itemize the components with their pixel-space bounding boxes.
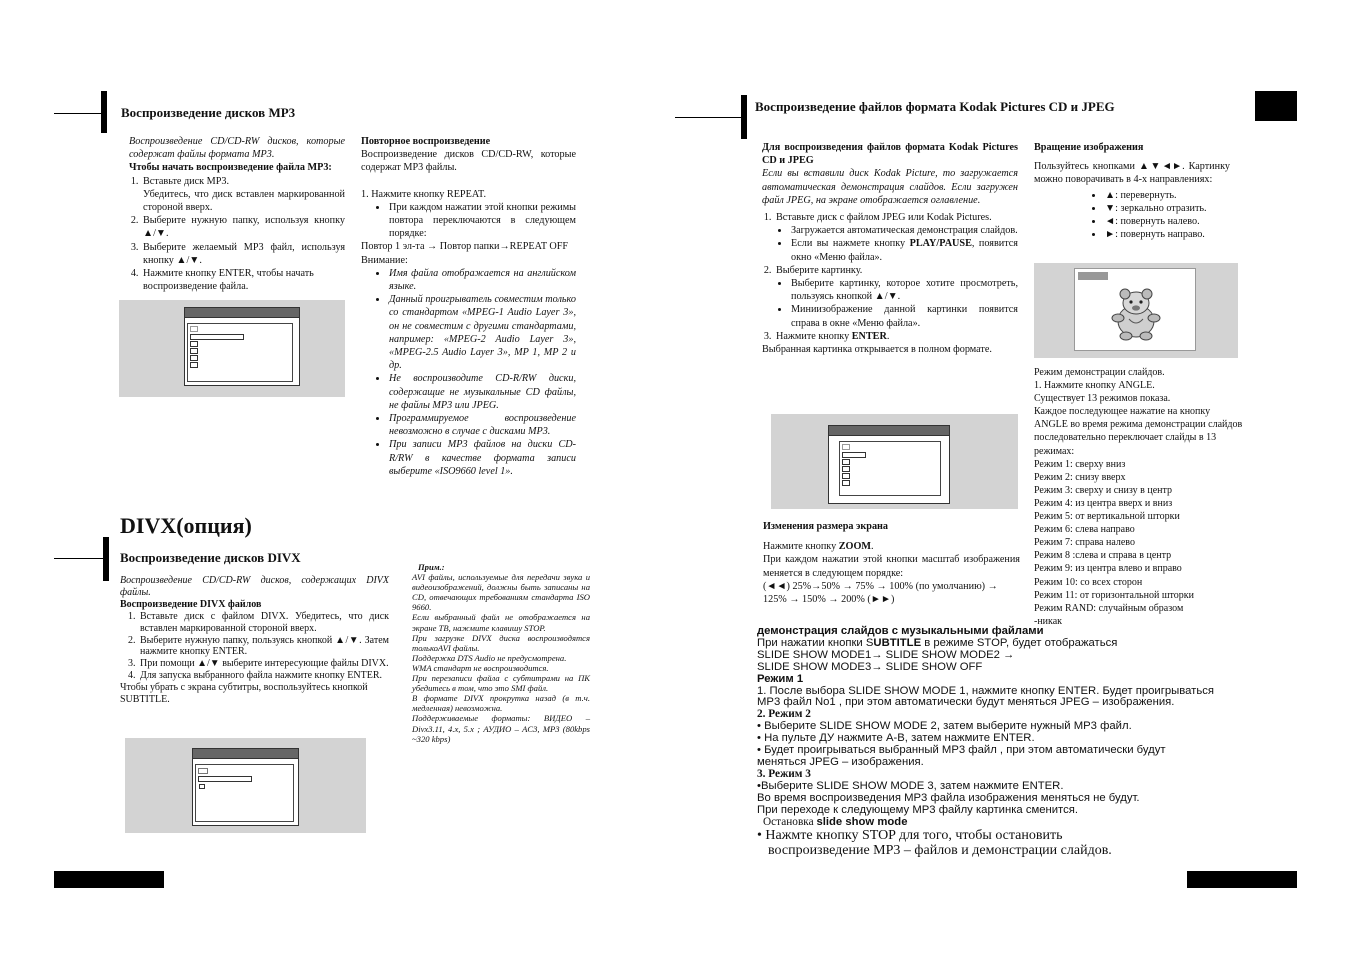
- slideshow-line: Режим 10: со всех сторон: [1034, 576, 1143, 588]
- mp3-screen-illustration: [119, 300, 345, 397]
- image-preview-label-bar: [1078, 272, 1108, 280]
- kodak-intro: Если вы вставили диск Kodak Picture, то загружается автоматическая демонстрация слайдов. Если загружен файл JPEG, на экране отображается оглавление.: [762, 168, 1018, 206]
- kodak-steps: [762, 211, 1018, 343]
- zoom-desc: При каждом нажатии этой кнопки масштаб изображения меняется в следующем порядке:: [763, 554, 1020, 579]
- slideshow-line: Существует 13 режимов показа.: [1034, 393, 1171, 405]
- repeat-bullets: [361, 201, 576, 241]
- zoom-sequence: (◄◄) 25%→50% → 75% → 100% (по умолчанию) → 125% → 150% → 200% (►►): [763, 580, 998, 606]
- mode3-bullet: •Выберите SLIDE SHOW MODE 3, затем нажмите ENTER.: [757, 779, 1064, 792]
- file-icon: [190, 362, 198, 368]
- mp3-intro: Воспроизведение CD/CD-RW дисков, которые содержат файлы формата MP3.: [129, 136, 345, 161]
- kodak-step-1-bullet-1: • Загружается автоматическая демонстрация слайдов.: [790, 224, 1018, 237]
- attention-label: Внимание:: [361, 254, 408, 266]
- repeat-intro: Воспроизведение дисков CD/CD-RW, которые содержат MP3 файлы.: [361, 149, 576, 174]
- left-margin-bar-divx: [103, 537, 109, 581]
- selected-row: [190, 334, 244, 340]
- mp3-step-3: 3. Выберите желаемый MP3 файл, используя кнопку ▲/▼.: [141, 241, 345, 267]
- text-run: При нажатии кнопки S: [757, 636, 874, 649]
- mode2-bullet: • Будет проигрываться выбранный MP3 файл , при этом автоматически будут меняться JPEG – изображения.: [757, 744, 1166, 768]
- stop-mode-label: slide show mode: [816, 815, 908, 828]
- divx-screen: [192, 748, 299, 826]
- slideshow-section: [1034, 366, 1244, 628]
- mode2-bullet: • Выберите SLIDE SHOW MODE 2, затем выберите нужный MP3 файл.: [757, 720, 1132, 733]
- slideshow-line: Режим 11: от горизонтальной шторки: [1034, 589, 1194, 601]
- text-run: , появится окно «Меню файла».: [791, 238, 1018, 263]
- mode2-title: 2. Режим 2: [757, 708, 811, 721]
- divx-files-title: Воспроизведение DIVX файлов: [120, 598, 262, 610]
- rotate-section: [1034, 141, 1230, 241]
- mp3-screen-title-bar: [185, 308, 299, 318]
- divx-steps: [120, 611, 389, 682]
- text-run: Нажмите кнопку: [763, 541, 839, 553]
- divx-screen-list: [195, 764, 294, 822]
- image-file-icon: [842, 466, 850, 472]
- kodak-step-1: [774, 211, 1018, 264]
- divx-note-line: AVI файлы, используемые для передачи звука и видеоизображений, должны быть записаны на CD, отвечающих требованиям стандарта ISO 9660.: [412, 572, 590, 613]
- attention-notes: [361, 267, 576, 478]
- left-bottom-tab: [54, 871, 164, 888]
- music-line-3: SLIDE SHOW MODE3→ SLIDE SHOW OFF: [757, 660, 983, 673]
- slideshow-line: Режим 2: снизу вверх: [1034, 471, 1126, 483]
- attention-note: • Данный проигрыватель совместим только со стандартом «MPEG-1 Audio Layer 3», он не совместим с другими стандартами, например: «MPEG-2 Audio Layer 3», «MPEG-2.5 Audio Layer 3», MP 1, MP 2 и др.: [388, 293, 576, 372]
- left-heading-rule-top: [54, 113, 102, 114]
- slideshow-line: Режим 3: сверху и снизу в центр: [1034, 484, 1172, 496]
- video-file-icon: [199, 784, 205, 789]
- mp3-step-1-note: Убедитесь, что диск вставлен маркированной стороной вверх.: [143, 188, 345, 214]
- kodak-step-1-bullet-2: [790, 237, 1018, 263]
- divx-step-2: 2. Выберите нужную папку, пользуясь кнопкой ▲/▼. Затем нажмите кнопку ENTER.: [138, 635, 389, 659]
- kodak-screen-illustration: [771, 414, 1018, 509]
- mp3-column: [129, 135, 345, 293]
- key-name: PLAY/PAUSE: [909, 238, 972, 250]
- divx-note: [412, 562, 590, 744]
- mode3-title: 3. Режим 3: [757, 767, 811, 780]
- zoom-press: [763, 540, 1020, 553]
- divx-big-title: DIVX(опция): [120, 513, 252, 538]
- text-run: .: [886, 330, 890, 342]
- divx-note-line: При загрузке DIVX диска воспроизводятся толькоAVI файлы.: [412, 632, 590, 653]
- divx-step-1: 1. Вставьте диск с файлом DIVX. Убедитесь, что диск вставлен маркированной стороной вверх.: [138, 611, 389, 635]
- repeat-bullet: • При каждом нажатии этой кнопки режимы повтора переключаются в следующем порядке:: [388, 201, 576, 241]
- mp3-step-2: 2. Выберите нужную папку, используя кнопку ▲/▼.: [141, 214, 345, 240]
- repeat-step-1: 1. Нажмите кнопку REPEAT.: [361, 188, 487, 200]
- rotate-item: • ▲: перевернуть.: [1104, 189, 1230, 202]
- folder-icon: [842, 444, 850, 450]
- mode1-text: 1. После выбора SLIDE SHOW MODE 1, нажмите кнопку ENTER. Будет проигрываться MP3 файл No1 , при этом автоматически будут меняться JPEG – изображения.: [757, 684, 1214, 709]
- kodak-screen-title-bar: [829, 426, 949, 436]
- mp3-step-4: 4. Нажмите кнопку ENTER, чтобы начать воспроизведение файла.: [141, 267, 345, 293]
- divx-step-4: 4. Для запуска выбранного файла нажмите кнопку ENTER.: [138, 670, 389, 682]
- rotate-list: [1034, 189, 1230, 242]
- rotate-item: • ◄: повернуть налево.: [1104, 215, 1230, 228]
- kodak-step-3: [774, 330, 1018, 343]
- final-line-2: воспроизведение MP3 – файлов и демонстрации слайдов.: [768, 842, 1112, 858]
- image-file-icon: [842, 480, 850, 486]
- rotate-desc: Пользуйтесь кнопками ▲▼◄►. Картинку можно поворачивать в 4-х направлениях:: [1034, 161, 1230, 186]
- mode3-bullet: Во время воспроизведения MP3 файла изображения меняться не будут.: [757, 791, 1140, 804]
- selected-row: [842, 452, 866, 458]
- kodak-screen: [828, 425, 950, 504]
- divx-note-line: Поддерживаемые форматы: ВИДЕО – Divx3.11, 4.x, 5.x ; АУДИО – AC3, MP3 (80kbps ~320 kbps): [412, 713, 590, 744]
- music-line-2: SLIDE SHOW MODE1→ SLIDE SHOW MODE2 →: [757, 648, 1015, 661]
- mode3-bullet: При переходе к следующему MP3 файлу картинка сменится.: [757, 803, 1079, 816]
- attention-note: • Имя файла отображается на английском языке.: [388, 267, 576, 293]
- kodak-screen-list: [839, 441, 941, 496]
- rotate-item: • ▼: зеркально отразить.: [1104, 202, 1230, 215]
- text-run: .: [871, 541, 874, 553]
- right-corner-tab: [1255, 91, 1297, 121]
- kodak-step-1-text: 1. Вставьте диск с файлом JPEG или Kodak Pictures.: [776, 212, 992, 224]
- divx-note-line: WMA стандарт не воспроизводится.: [412, 662, 549, 673]
- folder-icon: [190, 326, 198, 332]
- file-icon: [190, 341, 198, 347]
- text-run: Остановка: [763, 815, 817, 828]
- kodak-title: Для воспроизведения файлов формата Kodak Pictures CD и JPEG: [762, 142, 1018, 167]
- mp3-screen-list: [187, 323, 293, 382]
- repeat-column: [361, 135, 576, 478]
- slideshow-line: Режим 8 :слева и справа в центр: [1034, 550, 1172, 562]
- slideshow-line: Режим 7: справа налево: [1034, 537, 1135, 549]
- key-name: ZOOM: [838, 541, 871, 553]
- key-name: ENTER: [851, 330, 887, 342]
- kodak-heading: Воспроизведение файлов формата Kodak Pictures CD и JPEG: [755, 99, 1115, 114]
- divx-note-title: Прим.:: [418, 562, 445, 572]
- left-margin-bar-top: [101, 91, 107, 133]
- image-file-icon: [842, 459, 850, 465]
- divx-note-line: При перезаписи файла с субтитрами на ПК убедитесь в том, что это SMI файл.: [412, 673, 590, 694]
- slideshow-line: Режим 5: от вертикальной шторки: [1034, 511, 1180, 523]
- mp3-start-title: Чтобы начать воспроизведение файла MP3:: [129, 162, 332, 174]
- divx-screen-illustration: [125, 738, 366, 833]
- music-slideshow-section: [757, 626, 1217, 858]
- mp3-step-1: [141, 175, 345, 215]
- kodak-step-2-text: Выберите картинку.: [776, 264, 863, 276]
- final-line-1: • Нажмте кнопку STOP для того, чтобы остановить: [757, 828, 1063, 844]
- image-file-icon: [842, 473, 850, 479]
- slideshow-line: Режим 6: слева направо: [1034, 524, 1135, 536]
- slideshow-line: 1. Нажмите кнопку ANGLE.: [1034, 380, 1155, 392]
- mp3-steps: [129, 175, 345, 294]
- divx-note-line: Поддержка DTS Audio не предусмотрена.: [412, 652, 567, 663]
- slideshow-line: Режим 1: сверху вниз: [1034, 458, 1126, 470]
- kodak-column: [762, 141, 1018, 356]
- divx-screen-title-bar: [193, 749, 298, 759]
- divx-note-line: В формате DIVX прокрутка назад (в т.ч. медленная) невозможна.: [412, 693, 590, 714]
- repeat-sequence: Повтор 1 эл-та → Повтор папки→REPEAT OFF: [361, 241, 569, 253]
- repeat-title: Повторное воспроизведение: [361, 136, 491, 147]
- text-run: Если вы нажмете кнопку: [791, 238, 910, 250]
- rotate-title: Вращение изображения: [1034, 142, 1144, 153]
- divx-column: [120, 575, 389, 706]
- image-preview-illustration: [1034, 263, 1238, 358]
- kodak-step-2-bullet-1: • Выберите картинку, которое хотите просмотреть, пользуясь кнопкой ▲/▼.: [790, 277, 1018, 303]
- left-heading-rule-divx: [54, 558, 104, 559]
- attention-note: • Программируемое воспроизведение невозможно в случае с дисками MP3.: [388, 412, 576, 438]
- divx-intro: Воспроизведение CD/CD-RW дисков, содержащих DIVX файлы.: [120, 575, 389, 598]
- slideshow-line: -никак: [1034, 615, 1063, 627]
- divx-heading: Воспроизведение дисков DIVX: [120, 550, 301, 565]
- folder-icon: [198, 768, 208, 774]
- teddy-bear-image: [1105, 283, 1167, 345]
- slideshow-line: Режим 9: из центра влево и вправо: [1034, 563, 1182, 575]
- image-preview-screen: [1074, 268, 1196, 351]
- slideshow-title: Режим демонстрации слайдов.: [1034, 367, 1165, 378]
- kodak-step-2: [774, 264, 1018, 330]
- file-icon: [190, 355, 198, 361]
- divx-note-line: Если выбранный файл не отображается на экране ТВ, нажмите клавишу STOP.: [412, 612, 590, 633]
- mode1-title: Режим 1: [757, 672, 804, 685]
- text-run: Нажмите кнопку: [776, 330, 852, 342]
- attention-note: • При записи MP3 файлов на диски CD-R/RW в качестве формата записи выберите «ISO9660 level 1».: [388, 438, 576, 478]
- zoom-title: Изменения размера экрана: [763, 521, 888, 532]
- zoom-section: [763, 520, 1020, 606]
- mp3-screen: [184, 307, 300, 386]
- divx-step-3: 3. При помощи ▲/▼ выберите интересующие файлы DIVX.: [138, 658, 389, 670]
- slideshow-line: Режим 4: из центра вверх и вниз: [1034, 497, 1173, 509]
- mp3-heading: Воспроизведение дисков MP3: [121, 105, 296, 120]
- kodak-step-1-bullets: [776, 224, 1018, 264]
- mp3-step-1-text: Вставьте диск MP3.: [143, 175, 230, 187]
- text-run: в режиме STOP, будет отображаться: [921, 636, 1118, 649]
- divx-subtitle-text: Чтобы убрать с экрана субтитры, воспользуйтесь кнопкой SUBTITLE.: [120, 682, 368, 706]
- kodak-step-2-bullets: [776, 277, 1018, 330]
- stop-line: [757, 817, 1217, 829]
- kodak-selected-text: Выбранная картинка открывается в полном формате.: [762, 344, 992, 356]
- key-name: UBTITLE: [873, 636, 922, 649]
- rotate-item: • ►: повернуть направо.: [1104, 228, 1230, 241]
- attention-note: • Не воспроизводите CD-R/RW диски, содержащие не музыкальные CD файлы, не файлы MP3 или JPEG.: [388, 372, 576, 412]
- mode2-bullet: • На пульте ДУ нажмите A-B, затем нажмите ENTER.: [757, 732, 1035, 745]
- right-bottom-tab: [1187, 871, 1297, 888]
- slideshow-line: Каждое последующее нажатие на кнопку ANGLE во время режима демонстрации слайдов последовательно переключает слайды в 13 режимах:: [1034, 406, 1243, 457]
- slideshow-line: Режим RAND: случайным образом: [1034, 602, 1184, 614]
- right-heading-rule-top: [675, 117, 742, 118]
- music-title: демонстрация слайдов с музыкальными файлами: [757, 625, 1044, 637]
- kodak-step-2-bullet-2: • Миниизображение данной картинки появится справа в окне «Меню файла».: [790, 303, 1018, 329]
- selected-row: [198, 776, 252, 782]
- file-icon: [190, 348, 198, 354]
